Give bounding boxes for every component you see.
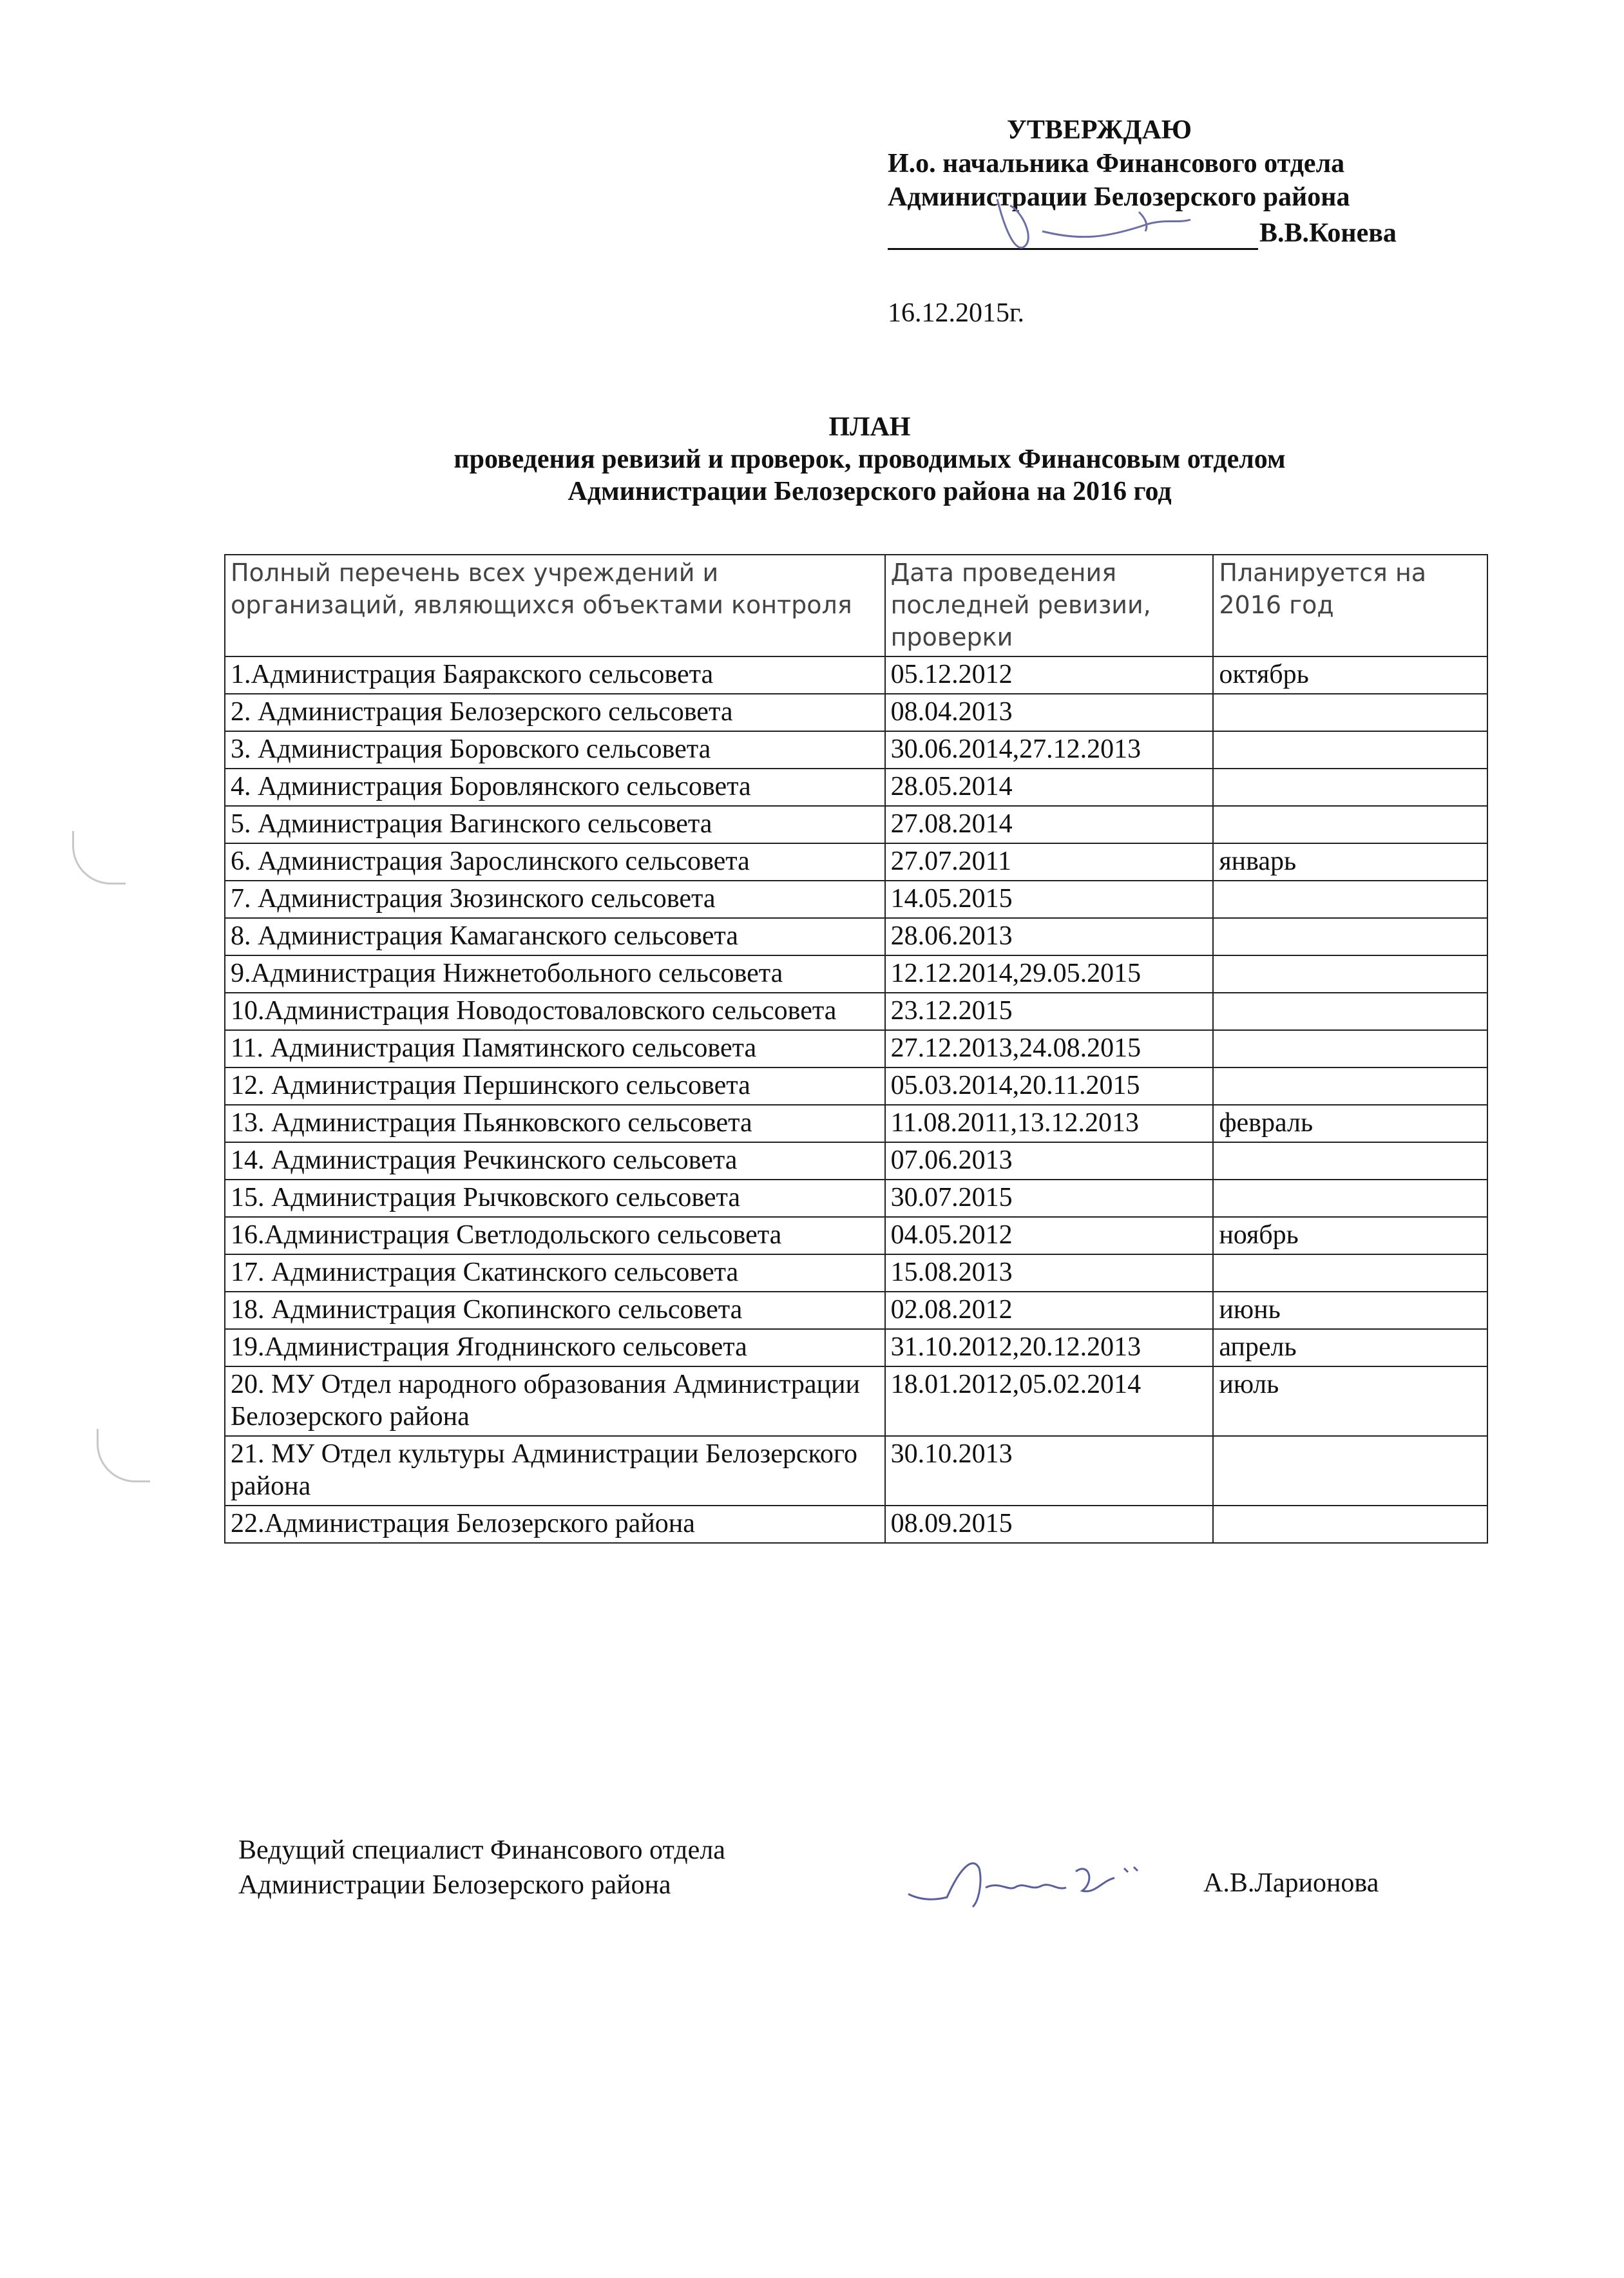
cell-organization: 9.Администрация Нижнетобольного сельсовета — [225, 955, 885, 993]
table-row — [225, 955, 1487, 993]
cell-organization: 18. Администрация Скопинского сельсовета — [225, 1292, 885, 1329]
cell-last-audit-date: 12.12.2014,29.05.2015 — [885, 955, 1214, 993]
table-row — [225, 806, 1487, 843]
footer-position-line1: Ведущий специалист Финансового отдела — [238, 1835, 725, 1865]
cell-organization: 7. Администрация Зюзинского сельсовета — [225, 881, 885, 918]
cell-planned-month: июль — [1213, 1366, 1487, 1436]
cell-planned-month: июнь — [1213, 1292, 1487, 1329]
cell-last-audit-date: 11.08.2011,13.12.2013 — [885, 1105, 1214, 1142]
cell-last-audit-date: 31.10.2012,20.12.2013 — [885, 1329, 1214, 1366]
cell-organization: 13. Администрация Пьянковского сельсовета — [225, 1105, 885, 1142]
table-row — [225, 731, 1487, 769]
header-last-audit-date: Дата проведения последней ревизии, проверки — [885, 555, 1214, 656]
table-row — [225, 1180, 1487, 1217]
header-organizations: Полный перечень всех учреждений и организаций, являющихся объектами контроля — [225, 555, 885, 656]
cell-last-audit-date: 23.12.2015 — [885, 993, 1214, 1030]
footer-position-line2: Администрации Белозерского района — [238, 1870, 671, 1900]
cell-planned-month — [1213, 1030, 1487, 1067]
cell-organization: 19.Администрация Ягоднинского сельсовета — [225, 1329, 885, 1366]
cell-planned-month — [1213, 806, 1487, 843]
approval-signature-scribble — [984, 186, 1203, 257]
cell-organization: 11. Администрация Памятинского сельсовета — [225, 1030, 885, 1067]
approval-position-line2: Администрации Белозерского района — [888, 182, 1350, 212]
heading-line2: Администрации Белозерского района на 2016 год — [568, 477, 1172, 506]
signature-blank — [888, 226, 1258, 250]
cell-planned-month: февраль — [1213, 1105, 1487, 1142]
cell-last-audit-date: 30.07.2015 — [885, 1180, 1214, 1217]
cell-last-audit-date: 07.06.2013 — [885, 1142, 1214, 1180]
table-row — [225, 1067, 1487, 1105]
approval-signature-line — [888, 216, 1467, 250]
table-row — [225, 1436, 1487, 1506]
cell-planned-month — [1213, 731, 1487, 769]
cell-last-audit-date: 05.03.2014,20.11.2015 — [885, 1067, 1214, 1105]
cell-planned-month — [1213, 881, 1487, 918]
cell-last-audit-date: 08.04.2013 — [885, 694, 1214, 731]
cell-organization: 3. Администрация Боровского сельсовета — [225, 731, 885, 769]
cell-last-audit-date: 04.05.2012 — [885, 1217, 1214, 1254]
cell-planned-month — [1213, 918, 1487, 955]
footer-position — [238, 1833, 725, 1902]
cell-planned-month: октябрь — [1213, 656, 1487, 694]
table-row — [225, 1030, 1487, 1067]
table-row — [225, 1142, 1487, 1180]
table-row — [225, 993, 1487, 1030]
cell-planned-month — [1213, 694, 1487, 731]
table-row — [225, 769, 1487, 806]
cell-planned-month — [1213, 993, 1487, 1030]
cell-planned-month — [1213, 769, 1487, 806]
cell-organization: 14. Администрация Речкинского сельсовета — [225, 1142, 885, 1180]
cell-last-audit-date: 27.12.2013,24.08.2015 — [885, 1030, 1214, 1067]
cell-planned-month — [1213, 1142, 1487, 1180]
table-row — [225, 1105, 1487, 1142]
table-row — [225, 656, 1487, 694]
table-row — [225, 1217, 1487, 1254]
cell-last-audit-date: 14.05.2015 — [885, 881, 1214, 918]
cell-organization: 2. Администрация Белозерского сельсовета — [225, 694, 885, 731]
cell-planned-month: январь — [1213, 843, 1487, 881]
table-body — [225, 656, 1487, 1543]
approval-signatory: В.В.Конева — [1259, 218, 1397, 248]
cell-last-audit-date: 27.08.2014 — [885, 806, 1214, 843]
cell-organization: 8. Администрация Камаганского сельсовета — [225, 918, 885, 955]
table-row — [225, 918, 1487, 955]
punch-hole-mark — [72, 831, 126, 885]
cell-organization: 22.Администрация Белозерского района — [225, 1506, 885, 1543]
cell-planned-month — [1213, 1436, 1487, 1506]
table-row — [225, 1254, 1487, 1292]
heading-line1: проведения ревизий и проверок, проводимых Финансовым отделом — [454, 445, 1286, 474]
approval-position-line1: И.о. начальника Финансового отдела — [888, 149, 1345, 178]
approval-block — [888, 113, 1467, 250]
cell-organization: 5. Администрация Вагинского сельсовета — [225, 806, 885, 843]
cell-organization: 4. Администрация Боровлянского сельсовета — [225, 769, 885, 806]
cell-planned-month: ноябрь — [1213, 1217, 1487, 1254]
cell-last-audit-date: 02.08.2012 — [885, 1292, 1214, 1329]
cell-organization: 17. Администрация Скатинского сельсовета — [225, 1254, 885, 1292]
cell-planned-month — [1213, 1180, 1487, 1217]
cell-planned-month — [1213, 955, 1487, 993]
approval-title: УТВЕРЖДАЮ — [1007, 115, 1192, 145]
cell-organization: 20. МУ Отдел народного образования Администрации Белозерского района — [225, 1366, 885, 1436]
table-row — [225, 1329, 1487, 1366]
cell-planned-month — [1213, 1254, 1487, 1292]
cell-last-audit-date: 30.10.2013 — [885, 1436, 1214, 1506]
footer-signature — [902, 1843, 1160, 1923]
cell-last-audit-date: 28.06.2013 — [885, 918, 1214, 955]
table-row — [225, 843, 1487, 881]
heading-title: ПЛАН — [828, 412, 911, 442]
cell-last-audit-date: 30.06.2014,27.12.2013 — [885, 731, 1214, 769]
table-row — [225, 1292, 1487, 1329]
header-planned-2016: Планируется на 2016 год — [1213, 555, 1487, 656]
cell-organization: 6. Администрация Зарослинского сельсовета — [225, 843, 885, 881]
cell-planned-month — [1213, 1506, 1487, 1543]
audit-plan-table — [224, 554, 1488, 1544]
cell-last-audit-date: 18.01.2012,05.02.2014 — [885, 1366, 1214, 1436]
punch-hole-mark — [97, 1429, 150, 1482]
table-row — [225, 694, 1487, 731]
cell-last-audit-date: 08.09.2015 — [885, 1506, 1214, 1543]
table-header-row — [225, 555, 1487, 656]
cell-planned-month: апрель — [1213, 1329, 1487, 1366]
footer-name: А.В.Ларионова — [1203, 1868, 1379, 1898]
cell-last-audit-date: 28.05.2014 — [885, 769, 1214, 806]
document-heading — [0, 411, 1624, 508]
table-row — [225, 1506, 1487, 1543]
table-row — [225, 881, 1487, 918]
cell-organization: 15. Администрация Рычковского сельсовета — [225, 1180, 885, 1217]
cell-last-audit-date: 27.07.2011 — [885, 843, 1214, 881]
approval-date: 16.12.2015г. — [888, 298, 1024, 328]
cell-organization: 1.Администрация Баяракского сельсовета — [225, 656, 885, 694]
footer-signature-scribble — [902, 1843, 1160, 1920]
cell-organization: 12. Администрация Першинского сельсовета — [225, 1067, 885, 1105]
table-row — [225, 1366, 1487, 1436]
cell-last-audit-date: 05.12.2012 — [885, 656, 1214, 694]
cell-organization: 16.Администрация Светлодольского сельсовета — [225, 1217, 885, 1254]
cell-last-audit-date: 15.08.2013 — [885, 1254, 1214, 1292]
cell-organization: 21. МУ Отдел культуры Администрации Белозерского района — [225, 1436, 885, 1506]
cell-planned-month — [1213, 1067, 1487, 1105]
cell-organization: 10.Администрация Новодостоваловского сельсовета — [225, 993, 885, 1030]
